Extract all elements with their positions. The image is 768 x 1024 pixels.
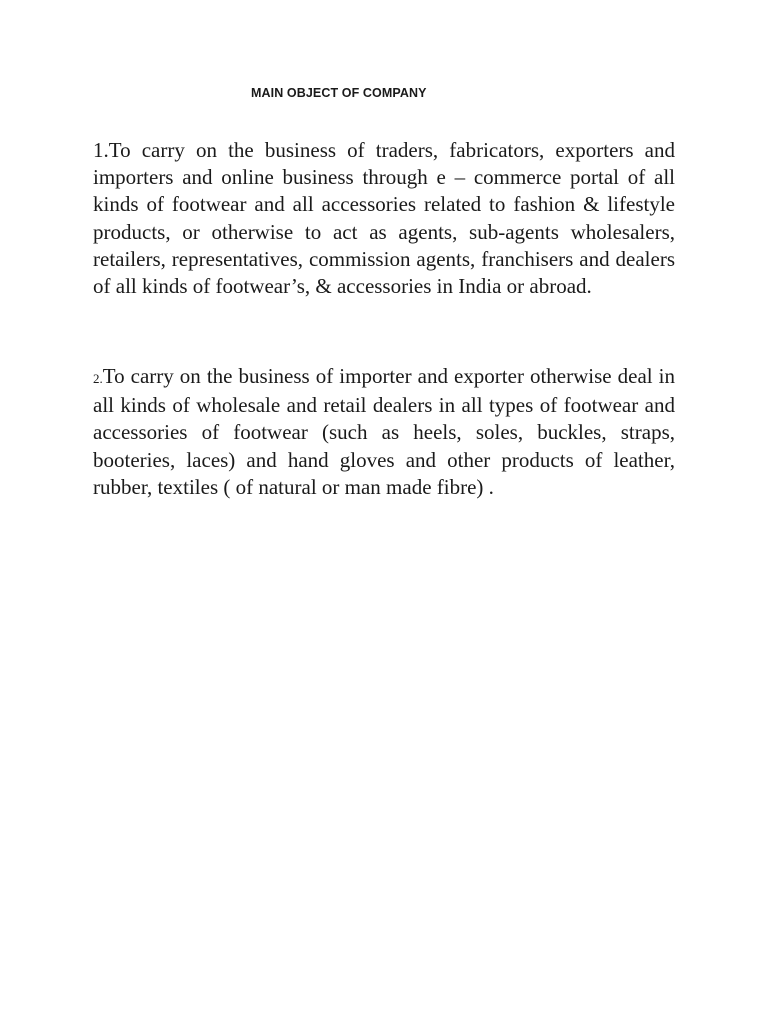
object-text-1: To carry on the business of traders, fabricators, exporters and importers and online business through e – commerce portal of all kinds of footwear and all accessories related to fashion & lifestyle products, or otherwise to act as agents, sub-agents wholesalers, retailers, representatives, commission agents, franchisers and dealers of all kinds of footwear’s, & accessories in India or abroad. xyxy=(93,138,675,299)
object-paragraph-2 xyxy=(93,363,675,501)
object-number-2: 2. xyxy=(93,371,103,386)
object-number-1: 1. xyxy=(93,138,109,162)
document-heading: MAIN OBJECT OF COMPANY xyxy=(251,86,427,100)
object-text-2: To carry on the business of importer and exporter otherwise deal in all kinds of wholesale and retail dealers in all types of footwear and accessories of footwear (such as heels, soles, buckles, straps, booteries, laces) and hand gloves and other products of leather, rubber, textiles ( of natural or man made fibre) . xyxy=(93,364,675,499)
object-paragraph-1 xyxy=(93,137,675,300)
